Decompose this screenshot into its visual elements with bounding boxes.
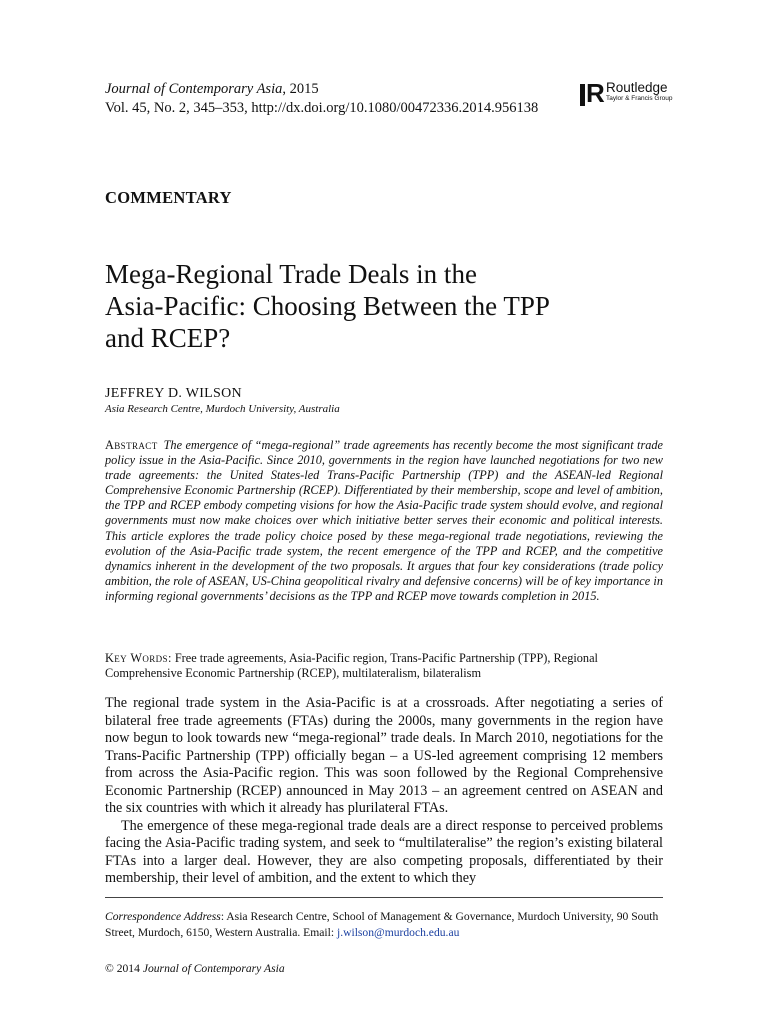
footnote-text: : Asia Research Centre, School of Management & Governance, Murdoch University, 90 South Street, Murdoch, 6150, Western Australia. Email: (105, 910, 659, 939)
abstract-label: Abstract (105, 438, 158, 452)
correspondence-footnote (105, 909, 665, 940)
footnote-divider (105, 897, 663, 898)
keywords (105, 651, 663, 682)
copyright-journal: Journal of Contemporary Asia (142, 962, 285, 975)
abstract (105, 438, 663, 604)
publisher-names (606, 80, 672, 103)
publisher-name: Routledge (606, 80, 668, 95)
body-paragraph: The regional trade system in the Asia-Pacific is at a crossroads. After negotiating a series of bilateral free trade agreements (FTAs) during the 2000s, many governments in the region have now begun to look towards new “mega-regional” trade deals. In March 2010, negotiations for the Trans-Pacific Partnership (TPP) officially began – a US-led agreement comprising 12 members from across the Asia-Pacific region. This was soon followed by the Regional Comprehensive Economic Partnership (RCEP) announced in May 2013 – an agreement centred on ASEAN and the six countries with which it already has plurilateral FTAs. (105, 695, 663, 817)
journal-name: Journal of Contemporary Asia (105, 81, 283, 97)
routledge-icon: R (580, 80, 602, 108)
section-label: COMMENTARY (105, 188, 232, 207)
title-line: Mega-Regional Trade Deals in the (105, 259, 477, 289)
body-paragraph: The emergence of these mega-regional trade deals are a direct response to perceived problems facing the Asia-Pacific trading system, and seek to “multilateralise” the region’s existing bilateral FTAs into a larger deal. However, they are also competing proposals, differentiated by their membership, their level of ambition, and the extent to which they (105, 817, 663, 887)
journal-citation[interactable]: Vol. 45, No. 2, 345–353, http://dx.doi.org/10.1080/00472336.2014.956138 (105, 100, 539, 116)
abstract-text: The emergence of “mega-regional” trade agreements has recently become the most significant trade policy issue in the Asia-Pacific. Since 2010, governments in the region have launched negotiations for two new trade agreements: the United States-led Trans-Pacific Partnership (TPP) and the ASEAN-led Regional Comprehensive Economic Partnership (RCEP). Differentiated by their membership, scope and level of ambition, the TPP and RCEP embody competing visions for how the Asia-Pacific trade system should evolve, and regional governments must now make choices over which initiative better serves their economic and political interests. This article explores the trade policy choice posed by these mega-regional trade negotiations, reviewing the evolution of the Asia-Pacific trade system, the recent emergence of the TPP and RCEP, and the competitive dynamics inherent in the development of the two proposals. It argues that four key considerations (trade policy ambition, the role of ASEAN, US-China geopolitical rivalry and defensive concerns) will be of key importance in informing regional governments’ decisions as the TPP and RCEP move towards completion in 2015. (105, 438, 663, 603)
copyright-line (105, 962, 285, 975)
journal-header (105, 80, 538, 118)
keywords-label: Key Words: (105, 651, 172, 665)
article-title (105, 258, 665, 354)
author-affiliation: Asia Research Centre, Murdoch University, Australia (105, 403, 340, 415)
footnote-label: Correspondence Address (105, 910, 221, 923)
publisher-logo (580, 80, 672, 108)
author-name: JEFFREY D. WILSON (105, 386, 242, 401)
journal-year: , 2015 (282, 81, 319, 97)
keywords-text: Free trade agreements, Asia-Pacific region, Trans-Pacific Partnership (TPP), Regional Comprehensive Economic Partnership (RCEP), multilateralism, bilateralism (105, 651, 598, 681)
email-link[interactable]: j.wilson@murdoch.edu.au (336, 925, 460, 939)
body-text (105, 695, 663, 888)
publisher-group: Taylor & Francis Group (606, 95, 673, 102)
copyright-symbol-year: © 2014 (105, 962, 140, 975)
routledge-side-bar (580, 84, 585, 106)
title-line: Asia-Pacific: Choosing Between the TPP (105, 291, 550, 321)
journal-title-line (105, 80, 538, 99)
title-line: and RCEP? (105, 323, 231, 353)
